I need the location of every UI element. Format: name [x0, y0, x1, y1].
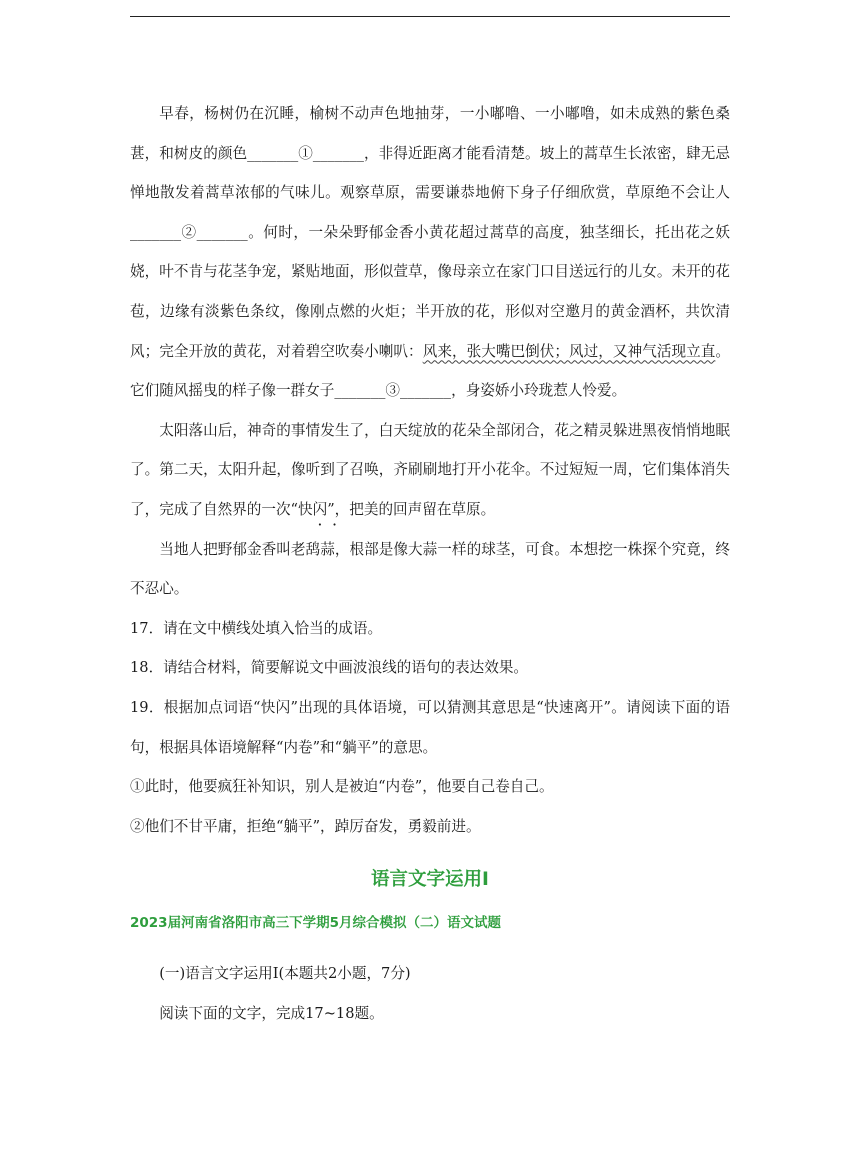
question-17: 17．请在文中横线处填入恰当的成语。	[130, 619, 383, 637]
text-run: 太阳落山后，神奇的事情发生了，白天绽放的花朵全部闭合，花之精灵躲进黑夜悄悄地眠了。第二天，太阳升起，像听到了召唤，齐刷刷地打开小花伞。不过短短一周，它们集体消失了，完成了自然界的一次“	[130, 421, 730, 518]
section-subheading: (一)语言文字运用Ⅰ(本题共2小题，7分)	[159, 965, 411, 983]
dotted-word-char: 快	[298, 500, 313, 518]
header-rule	[130, 16, 730, 17]
blank-1: _______①_______	[247, 144, 364, 162]
text-run: 。何时，一朵朵野郁金香小黄花超过蒿草的高度，独茎细长，托出花之妖娆，叶不肯与花茎争宠，紧贴地面，形似萱草，像母亲立在家门口目送远行的儿女。未开的花苞，边缘有淡紫色条纹，像刚点燃的火炬；半开放的花，形似对空邀月的黄金酒杯，共饮清风；完全开放的黄花，对着碧空吹奏小喇叭：	[130, 223, 730, 360]
section-title: 语言文字运用Ⅰ	[371, 869, 489, 891]
text-run: ”，把美的回声留在草原。	[327, 500, 496, 518]
passage-paragraph-2	[130, 411, 730, 530]
text-run: ，非得近距离才能看清楚。坡上的蒿草生长浓密，肆无忌惮地散发着蒿草浓郁的气味儿。观察草原，需要谦恭地俯下身子仔细欣赏，草原绝不会让人	[130, 144, 730, 202]
exam-source: 2023届河南省洛阳市高三下学期5月综合模拟（二）语文试题	[130, 915, 501, 932]
text-run: ，身姿娇小玲珑惹人怜爱。	[451, 382, 627, 400]
passage-paragraph-3: 当地人把野郁金香叫老鸹蒜，根部是像大蒜一样的球茎，可食。本想挖一株探个究竟，终不忍心。	[130, 540, 730, 598]
passage-paragraph-1	[130, 94, 730, 411]
reading-instruction: 阅读下面的文字，完成17~18题。	[159, 1004, 384, 1022]
question-19-sentence-2: ②他们不甘平庸，拒绝“躺平”，踔厉奋发，勇毅前进。	[130, 817, 481, 835]
text-run: 早春，杨树仍在沉睡，榆树不动声色地抽芽，一小嘟噜、一小嘟噜，如未成熟的紫色桑葚，和树皮的颜色	[130, 105, 730, 162]
question-18: 18．请结合材料，简要解说文中画波浪线的语句的表达效果。	[130, 659, 529, 677]
blank-3: _______③_______	[334, 382, 452, 400]
document-body	[130, 94, 730, 1033]
spacer	[130, 938, 730, 954]
blank-2: _______②_______	[130, 223, 248, 241]
question-19-sentence-1: ①此时，他要疯狂补知识，别人是被迫“内卷”，他要自己卷自己。	[130, 778, 554, 796]
text-run: 。它们随风摇曳的样子像一群女子	[130, 342, 730, 400]
question-19: 19．根据加点词语“快闪”出现的具体语境，可以猜测其意思是“快速离开”。请阅读下面的语句，根据具体语境解释“内卷”和“躺平”的意思。	[130, 698, 730, 756]
wavy-underlined-sentence: 风来，张大嘴巴倒伏；风过，又神气活现立直	[422, 342, 716, 360]
dotted-word-char: 闪	[312, 500, 328, 518]
